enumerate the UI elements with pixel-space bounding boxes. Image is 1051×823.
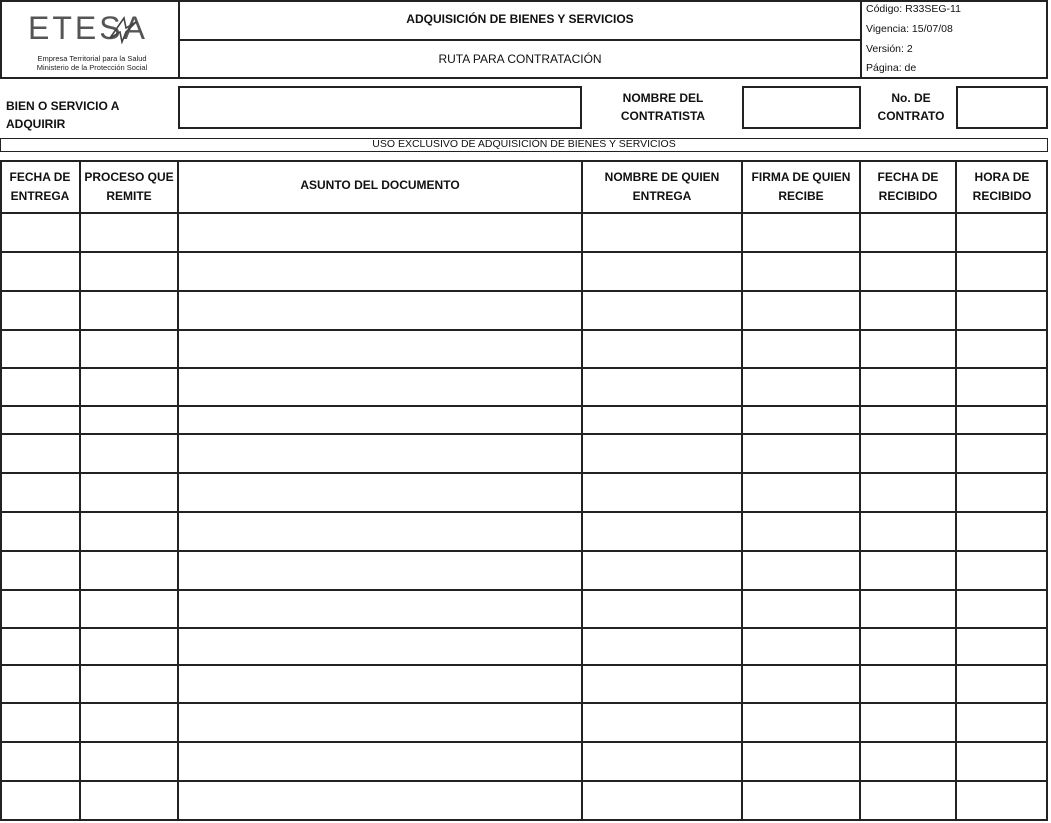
table-cell[interactable] — [583, 782, 741, 820]
table-cell[interactable] — [1, 292, 79, 329]
table-cell[interactable] — [1, 513, 79, 550]
column-header — [956, 162, 1048, 212]
table-cell[interactable] — [583, 331, 741, 367]
table-cell[interactable] — [861, 407, 955, 433]
column-header-text — [878, 168, 939, 205]
table-cell[interactable] — [81, 435, 177, 472]
table-cell[interactable] — [1, 253, 79, 290]
table-cell[interactable] — [81, 369, 177, 405]
table-cell[interactable] — [1, 704, 79, 741]
table-cell[interactable] — [957, 704, 1047, 741]
table-cell[interactable] — [583, 214, 741, 251]
table-cell[interactable] — [583, 743, 741, 780]
table-cell[interactable] — [743, 474, 859, 511]
column-header-line: RECIBIDO — [972, 189, 1032, 203]
logo-subtitle-line: Empresa Territorial para la Salud — [37, 54, 147, 63]
table-cell[interactable] — [957, 513, 1047, 550]
table-cell[interactable] — [861, 591, 955, 627]
column-header-line: HORA DE — [974, 170, 1030, 185]
table-cell[interactable] — [957, 435, 1047, 472]
table-cell[interactable] — [583, 474, 741, 511]
column-header-text — [605, 168, 720, 205]
logo-wordmark: ETESA — [28, 10, 148, 46]
table-cell[interactable] — [1, 591, 79, 627]
table-cell[interactable] — [861, 474, 955, 511]
table-cell[interactable] — [179, 629, 581, 664]
column-header — [742, 162, 860, 212]
table-cell[interactable] — [1, 214, 79, 251]
table-cell[interactable] — [179, 253, 581, 290]
logo-subtitle-line: Ministerio de la Protección Social — [36, 63, 148, 73]
table-cell[interactable] — [743, 782, 859, 820]
table-cell[interactable] — [583, 369, 741, 405]
table-cell[interactable] — [179, 513, 581, 550]
contratista-field[interactable] — [742, 86, 861, 129]
pagina-label: Página: de — [866, 62, 917, 74]
column-header-line: ENTREGA — [10, 189, 70, 203]
table-cell[interactable] — [743, 666, 859, 702]
table-cell[interactable] — [179, 292, 581, 329]
table-cell[interactable] — [583, 253, 741, 290]
bien-servicio-label: BIEN O SERVICIO A ADQUIRIR — [6, 99, 119, 131]
table-cell[interactable] — [957, 743, 1047, 780]
column-header-line: ASUNTO DEL DOCUMENTO — [300, 178, 460, 192]
column-header — [860, 162, 956, 212]
table-cell[interactable] — [861, 782, 955, 820]
table-cell[interactable] — [957, 292, 1047, 329]
column-header-line: FECHA DE — [9, 170, 71, 185]
contratista-label-line: NOMBRE DEL — [622, 91, 704, 105]
table-cell[interactable] — [179, 666, 581, 702]
table-cell[interactable] — [957, 782, 1047, 820]
table-cell[interactable] — [957, 214, 1047, 251]
table-cell[interactable] — [179, 407, 581, 433]
column-header-text — [973, 168, 1032, 205]
table-cell[interactable] — [1, 743, 79, 780]
column-header — [178, 162, 582, 212]
table-cell[interactable] — [583, 435, 741, 472]
table-cell[interactable] — [743, 435, 859, 472]
table-cell[interactable] — [179, 782, 581, 820]
table-cell[interactable] — [861, 552, 955, 589]
table-cell[interactable] — [861, 331, 955, 367]
table-cell[interactable] — [81, 743, 177, 780]
table-cell[interactable] — [861, 435, 955, 472]
table-cell[interactable] — [81, 214, 177, 251]
table-cell[interactable] — [81, 513, 177, 550]
column-header-text — [10, 168, 71, 205]
section-banner-text: USO EXCLUSIVO DE ADQUISICIÓN DE BIENES Y SERVICIOS — [372, 138, 676, 151]
table-cell[interactable] — [1, 629, 79, 664]
table-cell[interactable] — [81, 474, 177, 511]
table-cell[interactable] — [861, 253, 955, 290]
table-cell[interactable] — [743, 214, 859, 251]
contrato-label-line: CONTRATO — [877, 109, 945, 123]
table-cell[interactable] — [957, 407, 1047, 433]
table-cell[interactable] — [743, 292, 859, 329]
table-cell[interactable] — [583, 591, 741, 627]
table-cell[interactable] — [1, 666, 79, 702]
table-cell[interactable] — [743, 407, 859, 433]
contrato-field[interactable] — [956, 86, 1048, 129]
column-header-line: RECIBIDO — [878, 189, 938, 203]
table-cell[interactable] — [743, 704, 859, 741]
table-cell[interactable] — [583, 666, 741, 702]
contratista-label — [598, 89, 728, 125]
table-cell[interactable] — [861, 513, 955, 550]
table-cell[interactable] — [81, 704, 177, 741]
table-cell[interactable] — [957, 369, 1047, 405]
table-cell[interactable] — [179, 474, 581, 511]
table-cell[interactable] — [861, 743, 955, 780]
table-cell[interactable] — [957, 331, 1047, 367]
column-header-line: ENTREGA — [632, 189, 692, 203]
table-cell[interactable] — [179, 435, 581, 472]
document-subtitle: RUTA PARA CONTRATACIÓN — [438, 52, 602, 67]
table-cell[interactable] — [179, 552, 581, 589]
table-cell[interactable] — [81, 253, 177, 290]
table-cell[interactable] — [179, 331, 581, 367]
table-cell[interactable] — [179, 743, 581, 780]
contrato-label-line: No. DE — [891, 91, 931, 105]
table-cell[interactable] — [81, 292, 177, 329]
table-cell[interactable] — [583, 552, 741, 589]
table-cell[interactable] — [957, 666, 1047, 702]
table-cell[interactable] — [1, 369, 79, 405]
column-header-line: RECIBE — [778, 189, 824, 203]
table-cell[interactable] — [861, 704, 955, 741]
vigencia-label: Vigencia: 15/07/08 — [866, 23, 953, 35]
table-cell[interactable] — [81, 666, 177, 702]
column-header-line: FIRMA DE QUIEN — [751, 170, 851, 185]
logo-subtitle — [22, 54, 162, 73]
table-cell[interactable] — [957, 629, 1047, 664]
column-header-line: PROCESO QUE — [84, 170, 174, 185]
table-cell[interactable] — [81, 591, 177, 627]
table-cell[interactable] — [81, 782, 177, 820]
table-cell[interactable] — [179, 704, 581, 741]
table-cell[interactable] — [861, 666, 955, 702]
column-header-line: FECHA DE — [877, 170, 939, 185]
table-cell[interactable] — [957, 591, 1047, 627]
table-cell[interactable] — [179, 369, 581, 405]
column-header — [80, 162, 178, 212]
document-title: ADQUISICIÓN DE BIENES Y SERVICIOS — [406, 11, 634, 26]
table-cell[interactable] — [957, 552, 1047, 589]
table-cell[interactable] — [743, 552, 859, 589]
table-cell[interactable] — [743, 591, 859, 627]
table-cell[interactable] — [743, 629, 859, 664]
bien-servicio-field[interactable] — [178, 86, 582, 129]
table-cell[interactable] — [179, 214, 581, 251]
column-header-text — [300, 176, 459, 195]
table-cell[interactable] — [81, 407, 177, 433]
table-cell[interactable] — [743, 369, 859, 405]
table-cell[interactable] — [861, 214, 955, 251]
table-cell[interactable] — [179, 591, 581, 627]
table-cell[interactable] — [583, 704, 741, 741]
table-cell[interactable] — [957, 253, 1047, 290]
table-cell[interactable] — [957, 474, 1047, 511]
table-cell[interactable] — [743, 513, 859, 550]
contrato-label — [866, 89, 956, 125]
table-cell[interactable] — [1, 435, 79, 472]
table-cell[interactable] — [81, 331, 177, 367]
table-cell[interactable] — [861, 369, 955, 405]
table-cell[interactable] — [861, 292, 955, 329]
table-cell[interactable] — [81, 552, 177, 589]
column-header — [582, 162, 742, 212]
table-cell[interactable] — [583, 513, 741, 550]
column-header-text — [84, 168, 173, 205]
logo-swoosh-icon — [108, 14, 138, 44]
version-label: Versión: 2 — [866, 43, 913, 55]
column-header-text — [752, 168, 851, 205]
table-cell[interactable] — [583, 629, 741, 664]
table-cell[interactable] — [743, 253, 859, 290]
table-cell[interactable] — [743, 743, 859, 780]
column-header-line: NOMBRE DE QUIEN — [604, 170, 720, 185]
contratista-label-line: CONTRATISTA — [620, 109, 706, 123]
codigo-label: Código: R33SEG-11 — [866, 3, 961, 15]
column-header — [0, 162, 80, 212]
table-cell[interactable] — [861, 629, 955, 664]
table-cell[interactable] — [1, 331, 79, 367]
table-cell[interactable] — [1, 407, 79, 433]
table-cell[interactable] — [743, 331, 859, 367]
table-cell[interactable] — [583, 292, 741, 329]
table-cell[interactable] — [81, 629, 177, 664]
column-header-line: REMITE — [106, 189, 152, 203]
table-cell[interactable] — [583, 407, 741, 433]
table-cell[interactable] — [1, 782, 79, 820]
table-cell[interactable] — [1, 474, 79, 511]
table-cell[interactable] — [1, 552, 79, 589]
